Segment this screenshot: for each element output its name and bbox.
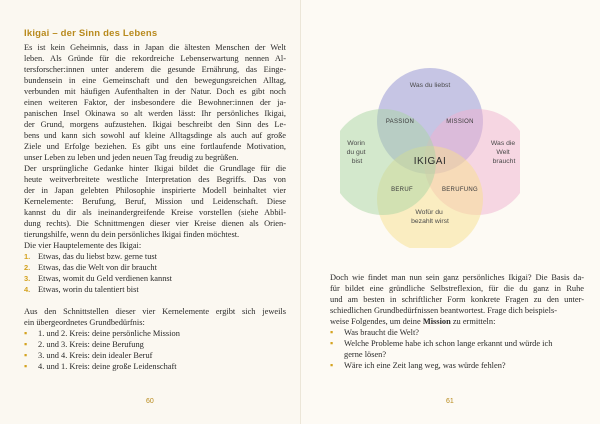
mission-keyword: Mission: [422, 317, 451, 326]
label-passion: PASSION: [385, 119, 415, 125]
left-body-text: [24, 42, 286, 372]
text-line: verbunden mit häufigen Aufenthalten in der Natur. Doch es gibt noch: [24, 87, 286, 96]
question-text: [344, 360, 506, 371]
item-text: Etwas, worin du talentiert bist: [38, 285, 139, 294]
text-line: Aus den Schnittstellen dieser vier Kernelemente ergibt sich jeweils: [24, 307, 286, 316]
label-paid-for: Wofür du bezahlt wirst: [411, 209, 449, 225]
text-line: leben. Als Gründe für die rekordreiche Lebenserwartung nennen Al-: [24, 54, 286, 63]
ikigai-venn-diagram: [340, 58, 520, 248]
right-body-text: [330, 272, 584, 371]
text-line: heute weitverbreitete westliche Interpretation des Begriffs. Das von: [24, 175, 286, 184]
reflection-paragraph: [330, 272, 584, 316]
intersection-item: [24, 361, 286, 372]
item-text: 1. und 2. Kreis: deine persönliche Mission: [38, 329, 180, 338]
question-item: [330, 360, 584, 371]
text-line: für bildet eine gründliche Selbstreflexion, für die du ganz in Ruhe: [330, 284, 584, 293]
text-line: der Grund, morgens aufzustehen. Ikigai beschreibt den Sinn des Le-: [24, 120, 286, 129]
bullet-icon: ▪: [330, 327, 334, 337]
label-good-at: Worin du gut bist: [346, 140, 366, 165]
text-line: schiedlichen Grundbedürfnissen beantwortest. Frage dich beispiels-: [330, 306, 557, 315]
label-ikigai: IKIGAI: [413, 156, 447, 167]
mission-prompt-line: weise Folgendes, um deine Mission zu ermitteln:: [330, 317, 496, 326]
item-number: 3.: [24, 274, 31, 283]
item-text: Etwas, das du liebst bzw. gerne tust: [38, 252, 158, 261]
intersection-list: [24, 328, 286, 372]
label-beruf: BERUF: [391, 187, 413, 193]
intro-paragraph: [24, 42, 286, 251]
numbered-item: [24, 251, 286, 262]
bullet-icon: ▪: [24, 339, 28, 349]
label-world-needs: Was die Welt braucht: [490, 140, 516, 165]
text-line: tersforscher:innen unter anderem die gesunde Ernährung, das Einge-: [24, 65, 286, 74]
page-number-right: 61: [446, 398, 454, 405]
intersection-item: [24, 328, 286, 339]
bullet-icon: ▪: [24, 328, 28, 338]
text-line: kannst du dir als ineinandergreifende Kreise vorstellen (siehe Abbil-: [24, 208, 286, 217]
item-text: 4. und 1. Kreis: deine große Leidenschaft: [38, 362, 177, 371]
numbered-item: [24, 273, 286, 284]
text-line: Doch wie findet man nun sein ganz persönliches Ikigai? Die Basis da-: [330, 273, 584, 282]
label-berufung: BERUFUNG: [441, 187, 479, 193]
question-text: [344, 338, 552, 360]
text-line: der in Japan gelebten Philosophie inspirierte Modell beinhaltet vier: [24, 186, 286, 195]
text-line: bundensein in eine Gemeinschaft und den bewegungsreichen Alltag,: [24, 76, 286, 85]
label-mission: MISSION: [446, 119, 474, 125]
text-line: panischen Insel Okinawa so alt werden lässt: Ihr persönliches Ikigai,: [24, 109, 286, 118]
page-number-left: 60: [146, 398, 154, 405]
question-list: [330, 327, 584, 371]
text-line: dung rechts). Die Schnittmengen dieser vier Kreise dienen als Orien-: [24, 219, 286, 228]
item-number: 1.: [24, 252, 31, 261]
text-line: Die vier Hauptelemente des Ikigai:: [24, 241, 142, 250]
bullet-icon: ▪: [330, 360, 334, 370]
text-line: Wäre ich eine Zeit lang weg, was würde fehlen?: [344, 361, 506, 370]
item-number: 4.: [24, 285, 31, 294]
item-text: Etwas, das die Welt von dir braucht: [38, 263, 157, 272]
text-line: Welche Probleme habe ich schon lange erkannt und würde ich: [344, 339, 553, 348]
bullet-icon: ▪: [330, 338, 334, 348]
intersection-item: [24, 339, 286, 350]
section-heading: Ikigai – der Sinn des Lebens: [24, 28, 158, 39]
text-line: Ziele und Erfolge beziehen. Es gibt uns eine fortlaufende Motivation,: [24, 142, 286, 151]
numbered-item: [24, 284, 286, 295]
bullet-icon: ▪: [24, 361, 28, 371]
numbered-list: [24, 251, 286, 295]
text-line: bens und kann sich sowohl auf kleine Alltagsdinge als auch auf große: [24, 131, 286, 140]
text-line: Was braucht die Welt?: [344, 328, 420, 337]
text-line: Kernelemente: Berufung, Beruf, Mission und Leidenschaft. Diese: [24, 197, 286, 206]
question-item: [330, 338, 584, 360]
text-line: unser Leben zu leben und jeden neuen Tag freudig zu begrüßen.: [24, 153, 239, 162]
bullet-icon: ▪: [24, 350, 28, 360]
item-text: Etwas, womit du Geld verdienen kannst: [38, 274, 172, 283]
text-line: Der ursprüngliche Gedanke hinter Ikigai bildet die Grundlage für die: [24, 164, 286, 173]
text-line: und am besten in schriftlicher Form konkrete Fragen zu den unter-: [330, 295, 584, 304]
item-text: 2. und 3. Kreis: deine Berufung: [38, 340, 144, 349]
text-line: ein übergeordnetes Grundbedürfnis:: [24, 318, 145, 327]
item-text: 3. und 4. Kreis: dein idealer Beruf: [38, 351, 153, 360]
text-line: tierungshilfe, wenn du dein persönliches Ikigai finden möchtest.: [24, 230, 240, 239]
numbered-item: [24, 262, 286, 273]
intersection-intro: [24, 306, 286, 328]
label-love: Was du liebst: [409, 82, 451, 89]
text-line: einen weiteren Faktor, der insbesondere die Bewohner:innen der ja-: [24, 98, 286, 107]
question-item: [330, 327, 584, 338]
text-line: Es ist kein Geheimnis, dass in Japan die ältesten Menschen der Welt: [24, 43, 286, 52]
item-number: 2.: [24, 263, 31, 272]
text-line: gerne lösen?: [344, 350, 387, 359]
question-text: [344, 327, 419, 338]
intersection-item: [24, 350, 286, 361]
